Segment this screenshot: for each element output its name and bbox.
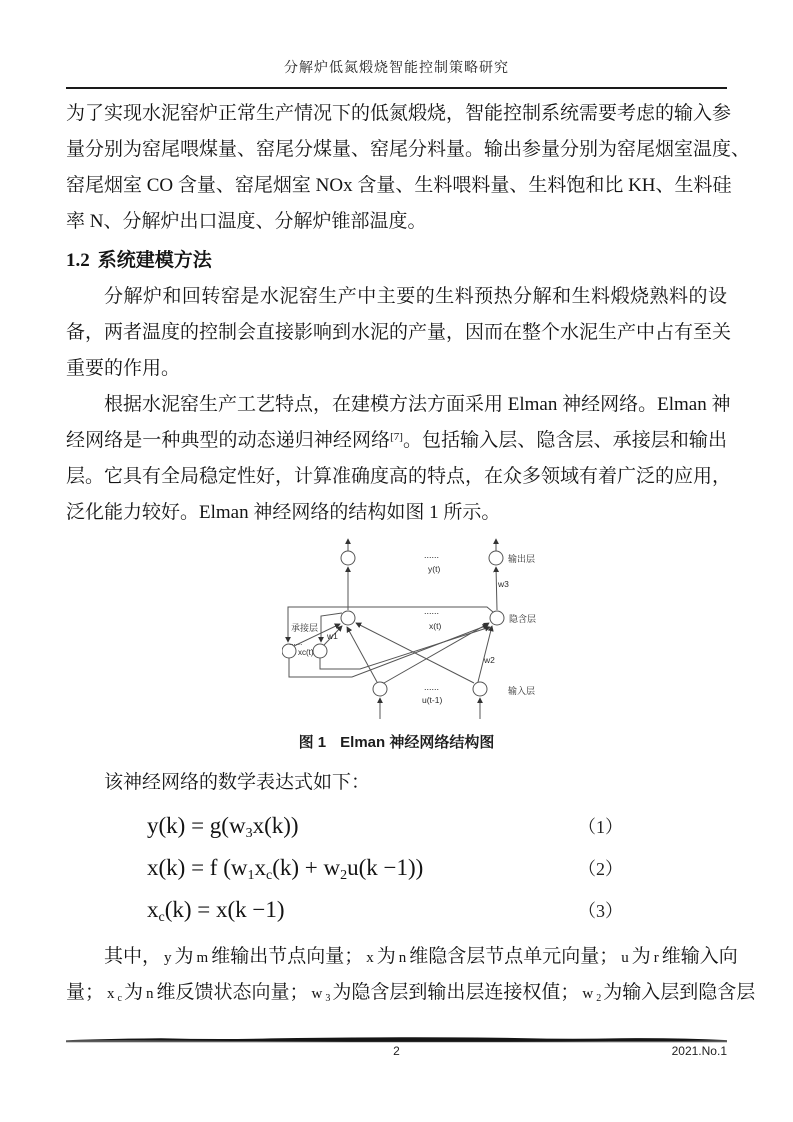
math-var: u: [621, 950, 629, 966]
text-segment: 为: [174, 946, 194, 967]
paragraph-line: 根据水泥窑生产工艺特点，在建模方法方面采用 Elman 神经网络。Elman 神: [104, 394, 731, 415]
ut-label: u(t-1): [422, 695, 443, 705]
w1-label: w1: [327, 631, 338, 641]
equation-2: [147, 855, 423, 881]
paragraph-line: 分解炉和回转窑是水泥窑生产中主要的生料预热分解和生料煅烧熟料的设: [104, 286, 727, 307]
subscript: 2: [340, 868, 348, 883]
diagram-connections: [288, 539, 497, 719]
text-segment: u(k −1)): [347, 855, 424, 880]
page-number: 2: [393, 1044, 400, 1058]
hidden-node: [490, 611, 504, 625]
issue-label: 2021.No.1: [671, 1044, 727, 1058]
elman-network-diagram: [282, 533, 548, 723]
paragraph-line: 率 N、分解炉出口温度、分解炉锥部温度。: [66, 211, 427, 232]
context-node: [313, 644, 327, 658]
math-var: w: [582, 986, 594, 1002]
section-title: 系统建模方法: [97, 250, 212, 271]
text-segment: 为输入层到隐含层: [603, 982, 756, 1003]
equation-row-2: [66, 847, 727, 889]
subscript: 1: [247, 868, 255, 883]
page-header-title: 分解炉低氮煅烧智能控制策略研究: [284, 61, 509, 76]
text-segment: x(k) = f (w: [147, 855, 248, 880]
paragraph-line: 为了实现水泥窑炉正常生产情况下的低氮煅烧，智能控制系统需要考虑的输入参: [66, 103, 732, 124]
figure-1: [66, 533, 727, 725]
hidden-node: [341, 611, 355, 625]
paragraph-line: 窑尾烟室 CO 含量、窑尾烟室 NOx 含量、生料喂料量、生料饱和比 KH、生料硅: [66, 175, 732, 196]
hidden-layer-label: 隐含层: [509, 614, 537, 624]
header-rule: [66, 87, 727, 89]
text-segment: 经网络是一种典型的动态递归神经网络: [66, 430, 391, 451]
text-segment: 为: [376, 946, 396, 967]
subscript: c: [265, 868, 273, 883]
paragraph-line: 泛化能力较好。Elman 神经网络的结构如图 1 所示。: [66, 502, 501, 523]
equation-1: [147, 813, 299, 839]
text-segment: 为: [123, 982, 143, 1003]
output-layer-label: 输出层: [508, 554, 536, 564]
text-segment: 。包括输入层、隐含层、承接层和输出: [402, 430, 727, 451]
text-segment: x: [147, 897, 159, 922]
dots-label: ......: [424, 550, 440, 560]
paragraph-line: [66, 423, 727, 459]
subscript: c: [158, 910, 165, 925]
equation-row-3: [66, 889, 727, 931]
figure-caption-label: 图 1: [298, 734, 327, 751]
section-heading: [66, 243, 727, 279]
text-segment: x(k)): [252, 813, 299, 838]
equation-3: [147, 897, 285, 923]
paragraph-line: 量分别为窑尾喂煤量、窑尾分煤量、窑尾分料量。输出参量分别为窑尾烟室温度、: [66, 139, 751, 160]
figure-caption-text: Elman 神经网络结构图: [340, 734, 495, 751]
text-segment: 维输出节点向量；: [211, 946, 364, 967]
math-subscript: 2: [596, 993, 602, 1004]
paragraph-line: [66, 975, 756, 1011]
text-segment: 维反馈状态向量；: [156, 982, 309, 1003]
input-layer-label: 输入层: [508, 686, 536, 696]
paragraph-5: [66, 939, 756, 1011]
paragraph-line: 层。它具有全局稳定性好，计算准确度高的特点，在众多领域有着广泛的应用，: [66, 466, 732, 487]
w3-label: w3: [498, 579, 509, 589]
input-node: [373, 682, 387, 696]
text-segment: (k) = x(k −1): [164, 897, 285, 922]
output-node: [489, 551, 503, 565]
math-var: r: [653, 950, 659, 966]
citation-ref: [7]: [390, 431, 403, 443]
equation-row-1: [66, 805, 727, 847]
equation-number: （2）: [578, 859, 623, 879]
xct-label: xc(t): [298, 648, 314, 657]
footer-rule: [66, 1036, 727, 1044]
output-node: [341, 551, 355, 565]
input-node: [473, 682, 487, 696]
text-segment: x: [254, 855, 266, 880]
math-var: w: [311, 986, 323, 1002]
yt-label: y(t): [428, 564, 441, 574]
math-var: y: [164, 950, 172, 966]
paragraph-line: 备，两者温度的控制会直接影响到水泥的产量，因而在整个水泥生产中占有至关: [66, 322, 732, 343]
paragraph-3: [66, 387, 732, 531]
text-segment: 为隐含层到输出层连接权值；: [332, 982, 580, 1003]
text-segment: y(k) = g(w: [147, 813, 246, 838]
context-layer-label: 承接层: [291, 623, 319, 633]
math-var: n: [398, 950, 407, 966]
math-subscript: c: [117, 993, 122, 1004]
math-var: x: [107, 986, 115, 1002]
text-segment: 其中，: [104, 946, 162, 967]
xt-label: x(t): [429, 621, 442, 631]
text-segment: (k) + w: [272, 855, 341, 880]
paragraph-1: [66, 96, 751, 240]
text-segment: 量；: [66, 982, 105, 1003]
diagram-labels: [289, 550, 536, 705]
paragraph-line: 该神经网络的数学表达式如下：: [104, 772, 371, 793]
paragraph-line: 重要的作用。: [66, 358, 181, 379]
math-var: n: [145, 986, 154, 1002]
figure-caption: [66, 731, 727, 755]
math-var: m: [196, 950, 209, 966]
paragraph-2: [66, 279, 732, 387]
dots-label: ......: [424, 606, 440, 616]
paragraph-line: [66, 939, 738, 975]
equation-number: （3）: [578, 901, 623, 921]
w2-label: w2: [484, 655, 495, 665]
math-subscript: 3: [325, 993, 331, 1004]
dots-label: ......: [289, 638, 303, 647]
math-var: x: [366, 950, 374, 966]
dots-label: ......: [424, 682, 440, 692]
text-segment: 维输入向: [661, 946, 738, 967]
section-number: 1.2: [66, 250, 90, 271]
subscript: 3: [245, 826, 253, 841]
equations-block: [66, 805, 727, 931]
text-segment: 为: [631, 946, 651, 967]
page-footer: [66, 1044, 727, 1062]
equation-number: （1）: [578, 817, 623, 837]
paragraph-4: [66, 765, 727, 801]
text-segment: 维隐含层节点单元向量；: [409, 946, 619, 967]
